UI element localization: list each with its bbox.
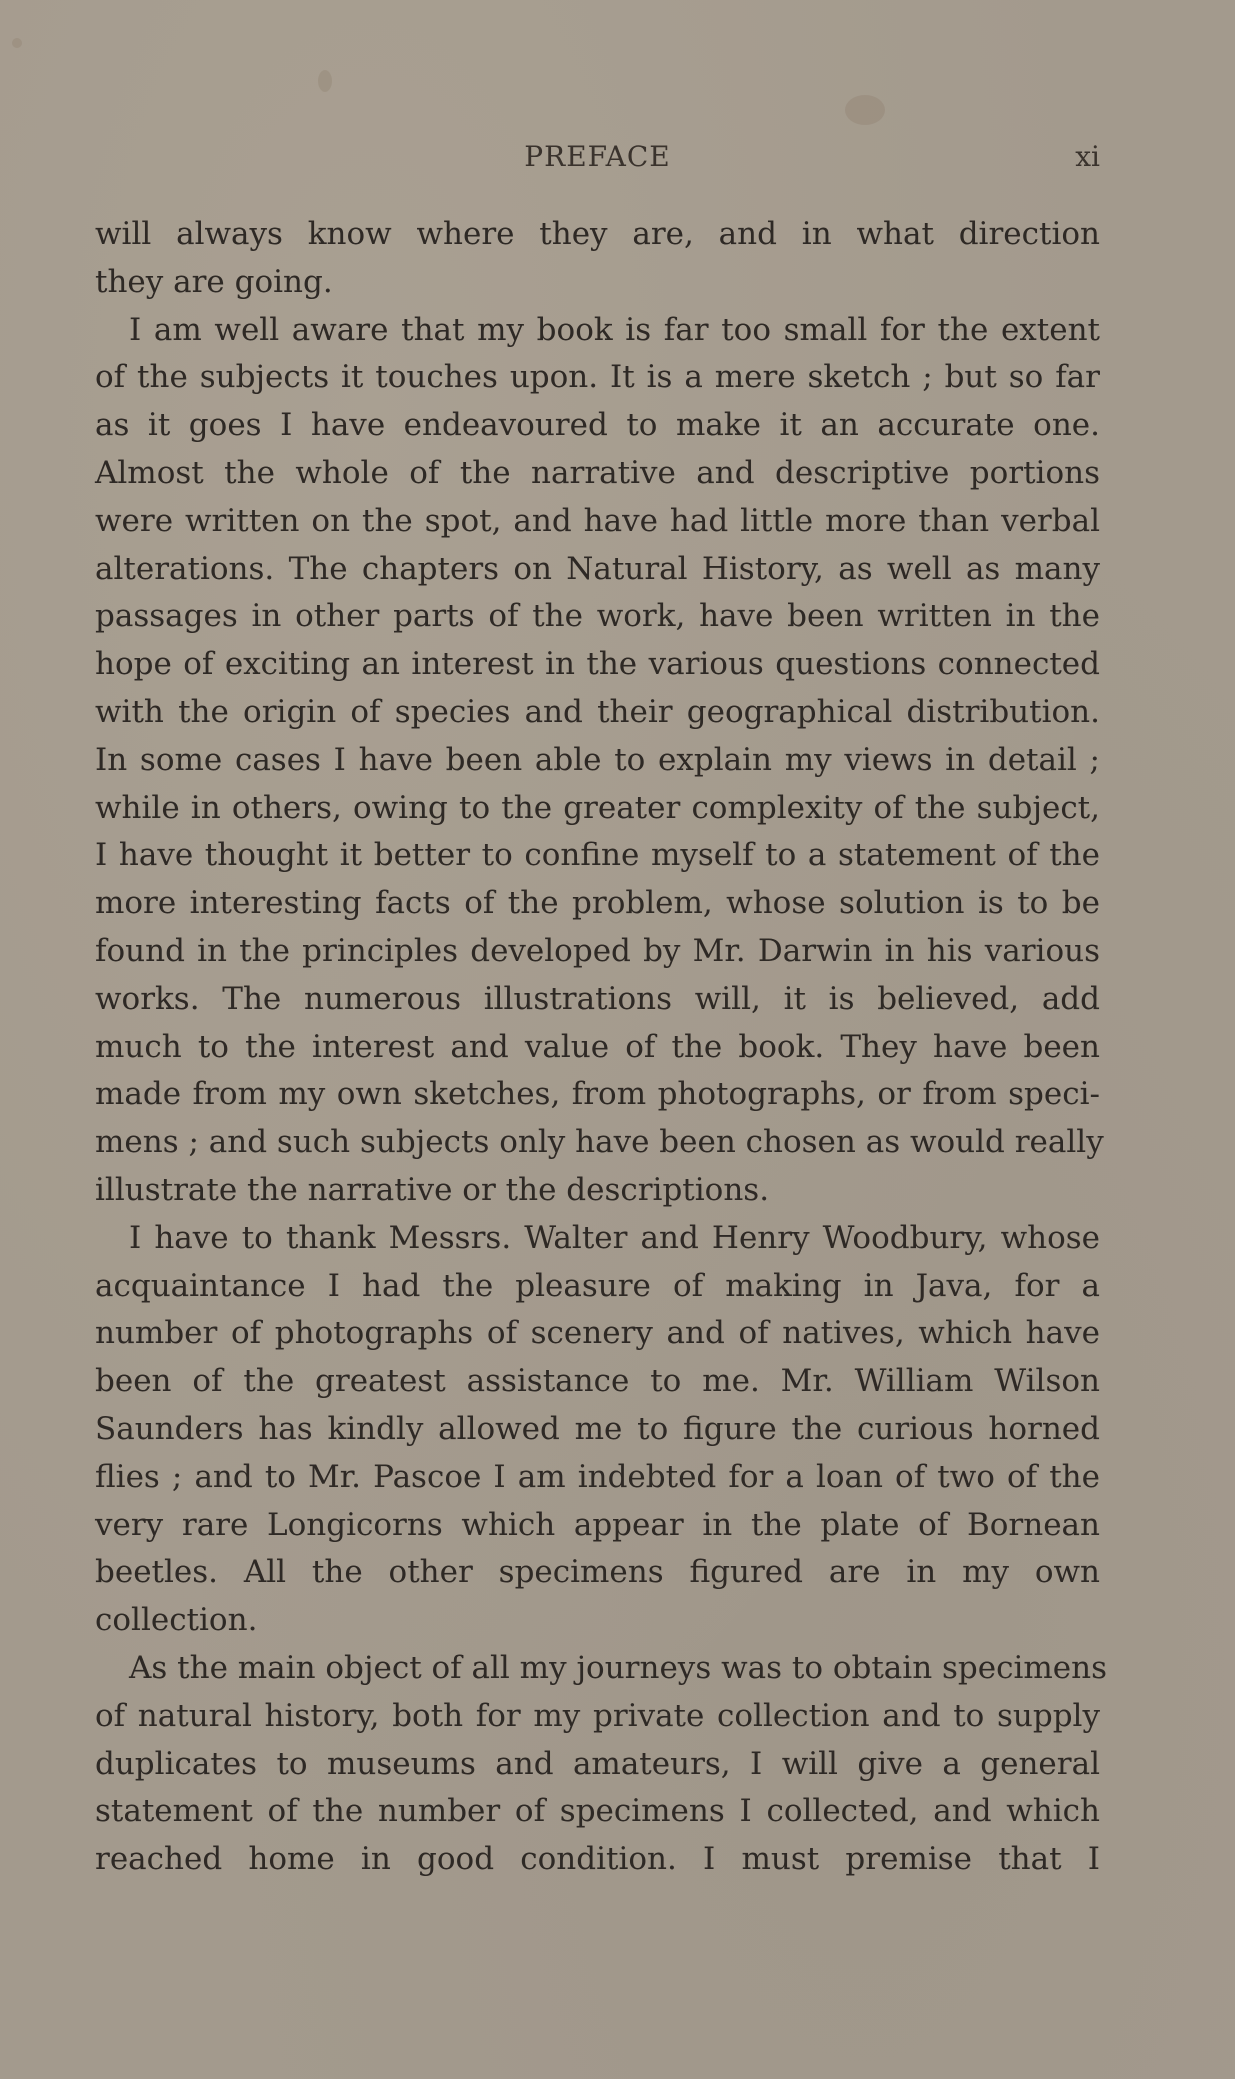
text-line: works. The numerous illustrations will, it is believed, add xyxy=(95,980,1100,1017)
text-line: reached home in good condition. I must premise that I xyxy=(95,1841,1100,1878)
paper-stain xyxy=(318,70,332,92)
text-line: mens ; and such subjects only have been chosen as would really xyxy=(95,1124,1104,1161)
text-line: very rare Longicorns which appear in the plate of Bornean xyxy=(95,1506,1100,1543)
text-line: Saunders has kindly allowed me to figure the curious horned xyxy=(95,1410,1100,1447)
text-line: will always know where they are, and in what direction xyxy=(95,216,1100,252)
text-line: In some cases I have been able to explain my views in detail ; xyxy=(95,741,1100,778)
text-line: beetles. All the other specimens figured are in my own xyxy=(95,1554,1100,1591)
paper-stain xyxy=(12,38,22,48)
text-line: acquaintance I had the pleasure of making in Java, for a xyxy=(95,1267,1100,1304)
text-line: collection. xyxy=(95,1602,258,1639)
text-line: of natural history, both for my private collection and to supply xyxy=(95,1697,1100,1734)
text-line: As the main object of all my journeys was to obtain specimens xyxy=(129,1649,1108,1686)
text-line: found in the principles developed by Mr. Darwin in his various xyxy=(95,932,1100,969)
text-line: passages in other parts of the work, have been written in the xyxy=(95,598,1100,635)
text-line: as it goes I have endeavoured to make it an accurate one. xyxy=(95,407,1100,444)
text-line: I have thought it better to confine myself to a statement of the xyxy=(95,837,1100,874)
page-header xyxy=(95,140,1100,180)
paper-stain xyxy=(845,95,885,125)
text-line: been of the greatest assistance to me. Mr. William Wilson xyxy=(95,1363,1100,1400)
text-line: made from my own sketches, from photographs, or from speci- xyxy=(95,1076,1100,1113)
text-line: of the subjects it touches upon. It is a mere sketch ; but so far xyxy=(95,359,1100,396)
text-line: I have to thank Messrs. Walter and Henry Woodbury, whose xyxy=(129,1219,1100,1256)
text-line: statement of the number of specimens I collected, and which xyxy=(95,1793,1100,1830)
page-number: xi xyxy=(1075,140,1100,173)
text-line: with the origin of species and their geographical distribution. xyxy=(95,693,1100,730)
text-line: more interesting facts of the problem, whose solution is to be xyxy=(95,885,1100,922)
text-line: hope of exciting an interest in the various questions connected xyxy=(95,646,1100,683)
preface-text xyxy=(95,211,1108,1884)
text-line: number of photographs of scenery and of natives, which have xyxy=(95,1315,1100,1352)
text-line: flies ; and to Mr. Pascoe I am indebted for a loan of two of the xyxy=(95,1458,1100,1495)
text-line: much to the interest and value of the book. They have been xyxy=(95,1028,1100,1065)
text-line: they are going. xyxy=(95,263,333,300)
running-head: PREFACE xyxy=(524,140,671,173)
text-line: were written on the spot, and have had little more than verbal xyxy=(95,502,1100,539)
text-line: duplicates to museums and amateurs, I will give a general xyxy=(95,1745,1100,1782)
text-line: illustrate the narrative or the descriptions. xyxy=(95,1171,770,1208)
text-line: I am well aware that my book is far too small for the extent xyxy=(129,311,1100,348)
text-line: alterations. The chapters on Natural History, as well as many xyxy=(95,550,1100,587)
text-line: Almost the whole of the narrative and descriptive portions xyxy=(95,454,1100,491)
text-line: while in others, owing to the greater complexity of the subject, xyxy=(95,789,1100,826)
